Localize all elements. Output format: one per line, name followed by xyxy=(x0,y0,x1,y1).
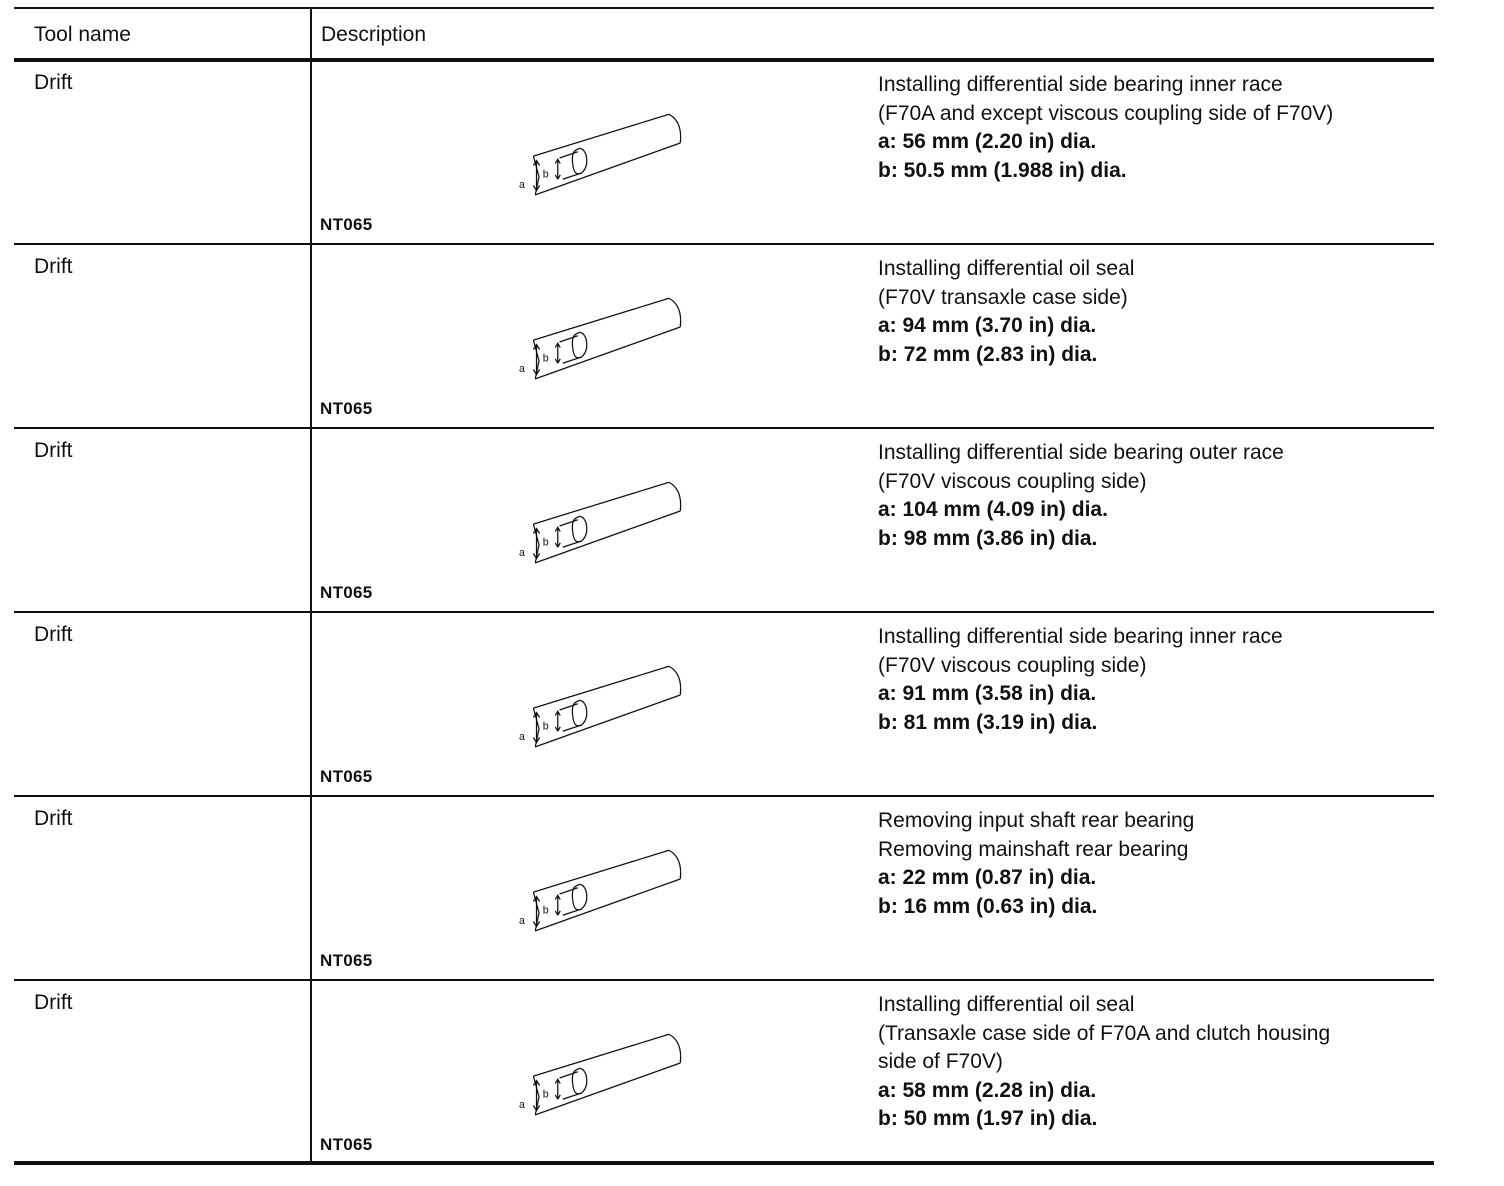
table-row xyxy=(14,613,1434,797)
tool-table xyxy=(14,0,1434,1186)
figure-code: NT065 xyxy=(320,215,373,234)
description-line: Installing differential side bearing outer race xyxy=(878,441,1284,464)
dimension-label-a: a xyxy=(519,915,525,927)
description-line: (F70V viscous coupling side) xyxy=(878,653,1147,677)
description-line: (F70V transaxle case side) xyxy=(878,285,1128,309)
description xyxy=(878,255,1428,369)
tool-name: Drift xyxy=(34,807,73,830)
drift-tube-icon xyxy=(444,53,744,203)
description-line: Removing mainshaft rear bearing xyxy=(878,837,1189,861)
tool-name: Drift xyxy=(34,991,73,1014)
dimension-spec: a: 104 mm (4.09 in) dia. xyxy=(878,498,1108,521)
description-line: Installing differential side bearing inner race xyxy=(878,625,1283,648)
dimension-label-a: a xyxy=(519,547,525,559)
drift-tube-icon xyxy=(444,973,744,1123)
figure-code: NT065 xyxy=(320,583,373,602)
table-row xyxy=(14,245,1434,429)
dimension-spec: a: 58 mm (2.28 in) dia. xyxy=(878,1078,1097,1102)
description-line: (F70A and except viscous coupling side of F70V) xyxy=(878,101,1334,125)
dimension-spec: b: 98 mm (3.86 in) dia. xyxy=(878,526,1098,550)
dimension-label-b: b xyxy=(542,720,549,733)
drift-tube-icon xyxy=(444,421,744,571)
tool-name: Drift xyxy=(34,623,73,646)
dimension-label-b: b xyxy=(542,352,549,365)
dimension-label-a: a xyxy=(519,179,525,191)
figure-code: NT065 xyxy=(320,767,373,786)
table-header xyxy=(14,9,1434,59)
drift-tube-icon xyxy=(444,789,744,939)
description xyxy=(878,807,1428,921)
table-row xyxy=(14,429,1434,613)
dimension-spec: a: 94 mm (3.70 in) dia. xyxy=(878,314,1097,337)
description-line: Installing differential side bearing inner race xyxy=(878,73,1283,96)
description-line: Removing input shaft rear bearing xyxy=(878,809,1195,832)
table-row xyxy=(14,61,1434,245)
table-row xyxy=(14,797,1434,981)
dimension-spec: b: 16 mm (0.63 in) dia. xyxy=(878,894,1098,918)
description-line: side of F70V) xyxy=(878,1050,1003,1073)
description-line: Installing differential oil seal xyxy=(878,993,1135,1016)
dimension-spec: b: 72 mm (2.83 in) dia. xyxy=(878,342,1098,366)
description xyxy=(878,991,1428,1134)
dimension-label-a: a xyxy=(519,363,525,375)
dimension-spec: b: 81 mm (3.19 in) dia. xyxy=(878,710,1098,734)
dimension-label-b: b xyxy=(542,904,549,917)
table-row xyxy=(14,981,1434,1165)
dimension-spec: a: 22 mm (0.87 in) dia. xyxy=(878,866,1097,889)
tool-name: Drift xyxy=(34,71,73,94)
dimension-spec: a: 91 mm (3.58 in) dia. xyxy=(878,682,1097,705)
dimension-spec: b: 50 mm (1.97 in) dia. xyxy=(878,1107,1098,1130)
column-divider xyxy=(310,9,312,1162)
row-rule xyxy=(14,1161,1434,1165)
tool-name: Drift xyxy=(34,439,73,462)
description xyxy=(878,71,1428,185)
figure-code: NT065 xyxy=(320,399,373,418)
dimension-label-b: b xyxy=(542,536,549,549)
dimension-label-b: b xyxy=(542,1088,549,1101)
figure-code: NT065 xyxy=(320,1135,373,1154)
figure-code: NT065 xyxy=(320,951,373,970)
dimension-spec: b: 50.5 mm (1.988 in) dia. xyxy=(878,158,1127,182)
description xyxy=(878,623,1428,737)
dimension-label-a: a xyxy=(519,1099,525,1111)
header-tool-name: Tool name xyxy=(34,23,131,46)
header-description: Description xyxy=(321,23,427,46)
drift-tube-icon xyxy=(444,237,744,387)
drift-tube-icon xyxy=(444,605,744,755)
dimension-spec: a: 56 mm (2.20 in) dia. xyxy=(878,130,1097,153)
description-line: (F70V viscous coupling side) xyxy=(878,469,1147,493)
description-line: Installing differential oil seal xyxy=(878,257,1135,280)
tool-name: Drift xyxy=(34,255,73,278)
dimension-label-b: b xyxy=(542,168,549,181)
dimension-label-a: a xyxy=(519,731,525,743)
description-line: (Transaxle case side of F70A and clutch housing xyxy=(878,1021,1331,1045)
description xyxy=(878,439,1428,553)
